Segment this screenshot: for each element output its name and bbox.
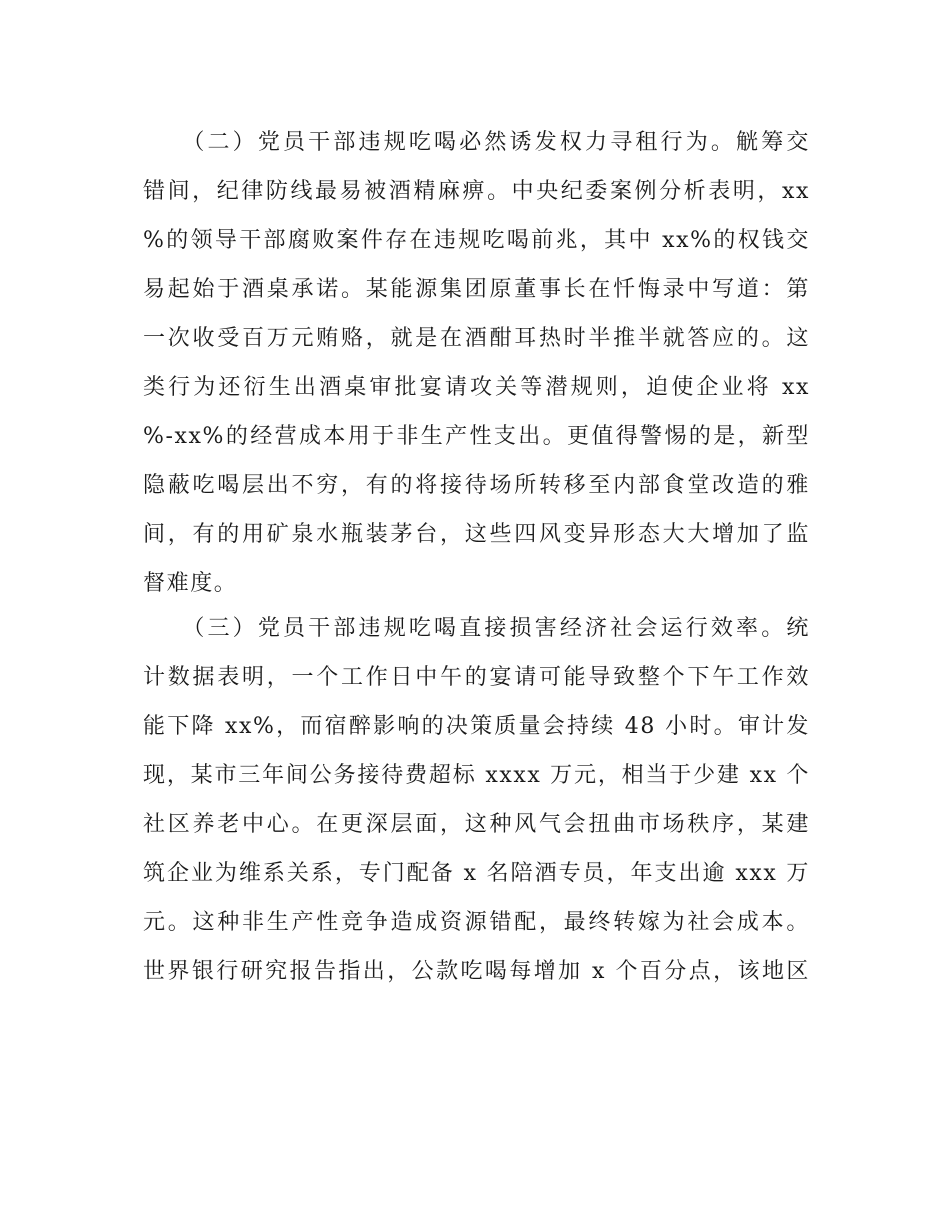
paragraph-line: 现，某市三年间公务接待费超标 xxxx 万元，相当于少建 xx 个 <box>143 763 810 788</box>
paragraph-line: 世界银行研究报告指出，公款吃喝每增加 x 个百分点，该地区 <box>143 959 810 984</box>
paragraph-line: 督难度。 <box>143 571 238 596</box>
paragraph-line: 间，有的用矿泉水瓶装茅台，这些四风变异形态大大增加了监 <box>143 522 810 547</box>
paragraph-line: 一次收受百万元贿赂，就是在酒酣耳热时半推半就答应的。这 <box>143 326 810 351</box>
paragraph-line: 错间，纪律防线最易被酒精麻痹。中央纪委案例分析表明，xx <box>143 179 810 204</box>
paragraph-line: 计数据表明，一个工作日中午的宴请可能导致整个下午工作效 <box>143 665 810 690</box>
paragraph-line: %-xx%的经营成本用于非生产性支出。更值得警惕的是，新型 <box>143 424 810 449</box>
paragraph-line: %的领导干部腐败案件存在违规吃喝前兆，其中 xx%的权钱交 <box>143 228 810 253</box>
paragraph-line: （三）党员干部违规吃喝直接损害经济社会运行效率。统 <box>143 616 810 641</box>
paragraph-line: 元。这种非生产性竞争造成资源错配，最终转嫁为社会成本。 <box>143 910 810 935</box>
paragraph-line: 隐蔽吃喝层出不穷，有的将接待场所转移至内部食堂改造的雅 <box>143 473 810 498</box>
paragraph-line: 类行为还衍生出酒桌审批宴请攻关等潜规则，迫使企业将 xx <box>143 375 810 400</box>
paragraph-line: 易起始于酒桌承诺。某能源集团原董事长在忏悔录中写道：第 <box>143 277 810 302</box>
paragraph-line: 能下降 xx%，而宿醉影响的决策质量会持续 48 小时。审计发 <box>143 714 810 739</box>
paragraph-2 <box>143 118 810 608</box>
paragraph-line: 筑企业为维系关系，专门配备 x 名陪酒专员，年支出逾 xxx 万 <box>143 861 810 886</box>
paragraph-line: 社区养老中心。在更深层面，这种风气会扭曲市场秩序，某建 <box>143 812 810 837</box>
paragraph-line: （二）党员干部违规吃喝必然诱发权力寻租行为。觥筹交 <box>143 130 810 155</box>
paragraph-3 <box>143 604 810 996</box>
